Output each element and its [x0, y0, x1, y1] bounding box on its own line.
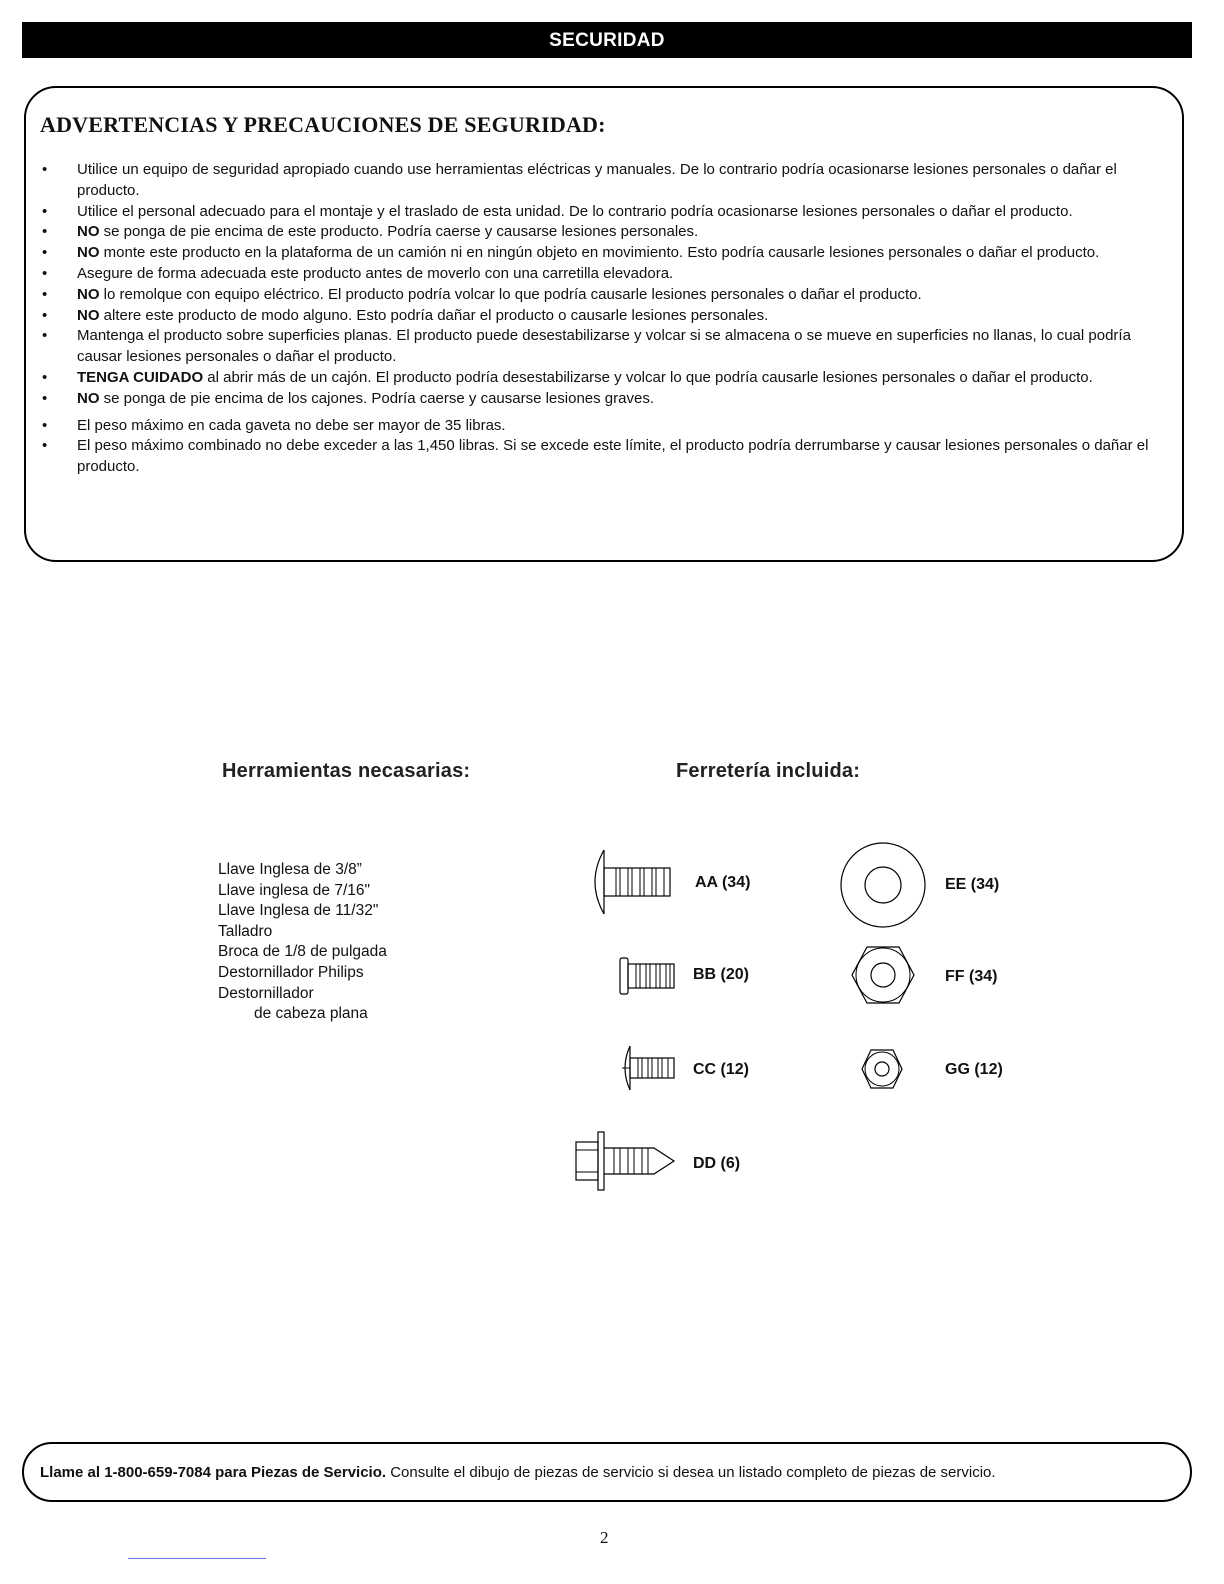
- bullet-icon: •: [42, 223, 48, 241]
- warning-emphasis: TENGA CUIDADO: [77, 368, 204, 386]
- warning-item: [40, 285, 1180, 306]
- warning-item: [40, 160, 1180, 202]
- tools-heading: Herramientas necasarias:: [222, 760, 471, 782]
- bullet-icon: •: [42, 161, 48, 178]
- warning-text: altere este producto de modo alguno. Esto podría dañar el producto o causarle lesiones personales.: [99, 306, 769, 324]
- service-parts-text: [40, 1464, 996, 1481]
- warning-text: Asegure de forma adecuada este producto antes de moverlo con una carretilla elevadora.: [77, 264, 674, 282]
- warning-text: Mantenga el producto sobre superficies planas. El producto puede desestabilizarse y volcar si se almacena o se mueve en superficies no llanas, lo cual podría causar lesiones personales o dañar el producto.: [77, 327, 1131, 366]
- warning-text: se ponga de pie encima de este producto. Podría caerse y causarse lesiones personales.: [99, 223, 699, 241]
- bullet-icon: •: [42, 306, 48, 324]
- warning-text: Utilice un equipo de seguridad apropiado cuando use herramientas eléctricas y manuales. De lo contrario podría ocasionarse lesiones personales o dañar el producto.: [77, 161, 1117, 199]
- warning-text: El peso máximo combinado no debe exceder a las 1,450 libras. Si se excede este límite, el producto podría derrumbarse y causar lesiones personales o dañar el producto.: [77, 437, 1149, 476]
- warning-emphasis: NO: [77, 223, 100, 241]
- warning-item: [40, 389, 1180, 410]
- tool-item: Broca de 1/8 de pulgada: [218, 943, 387, 961]
- bullet-icon: •: [42, 285, 48, 303]
- hardware-label-dd: DD (6): [693, 1155, 741, 1172]
- warning-item: [40, 326, 1180, 368]
- bolt-icon: [618, 956, 678, 996]
- washer-icon: [838, 840, 928, 930]
- bullet-icon: •: [42, 389, 48, 407]
- small-nut-icon: [860, 1048, 904, 1090]
- tool-item: Destornillador Philips: [218, 963, 364, 981]
- warning-item: [40, 202, 1180, 223]
- warning-emphasis: NO: [77, 244, 100, 262]
- warning-text: se ponga de pie encima de los cajones. Podría caerse y causarse lesiones graves.: [99, 389, 654, 407]
- warning-item: [40, 222, 1180, 243]
- service-info-text: Consulte el dibujo de piezas de servicio si desea un listado completo de piezas de servicio.: [386, 1464, 996, 1481]
- bullet-icon: •: [42, 244, 48, 262]
- bullet-icon: •: [42, 202, 48, 220]
- hardware-label-ee: EE (34): [945, 876, 1000, 893]
- warning-item: [40, 436, 1180, 478]
- tool-item: Llave Inglesa de 11/32": [218, 902, 379, 920]
- hex-nut-icon: [850, 944, 916, 1006]
- tool-item: Llave Inglesa de 3/8”: [218, 861, 362, 878]
- service-phone-text: Llame al 1-800-659-7084 para Piezas de Servicio.: [40, 1464, 387, 1481]
- warning-text: lo remolque con equipo eléctrico. El producto podría volcar lo que podría causarle lesiones personales o dañar el producto.: [99, 285, 922, 303]
- bullet-icon: •: [42, 416, 48, 434]
- underline-mark: [128, 1558, 266, 1559]
- hardware-label-cc: CC (12): [693, 1061, 750, 1078]
- warning-item: [40, 243, 1180, 264]
- section-banner: SECURIDAD: [22, 22, 1192, 58]
- tool-item: Destornillador: [218, 984, 314, 1002]
- lag-screw-icon: [574, 1130, 680, 1192]
- hardware-label-gg: GG (12): [945, 1061, 1003, 1078]
- tool-item: de cabeza plana: [254, 1005, 368, 1023]
- bullet-icon: •: [42, 368, 48, 386]
- warning-item: [40, 264, 1180, 285]
- truss-screw-icon: [620, 1044, 678, 1092]
- tools-list: [218, 860, 387, 1025]
- warning-emphasis: NO: [77, 306, 100, 324]
- warning-item: [40, 306, 1180, 327]
- hardware-label-aa: AA (34): [695, 874, 751, 891]
- carriage-bolt-icon: [584, 846, 676, 918]
- warning-text: al abrir más de un cajón. El producto podría desestabilizarse y volcar lo que podría causarle lesiones personales o dañar el producto.: [203, 368, 1093, 386]
- warning-emphasis: NO: [77, 389, 100, 407]
- warnings-list: [40, 160, 1180, 478]
- warning-text: Utilice el personal adecuado para el montaje y el traslado de esta unidad. De lo contrario podría ocasionarse lesiones personales o dañar el producto.: [77, 202, 1073, 220]
- bullet-icon: •: [42, 327, 48, 345]
- page-number: 2: [600, 1528, 609, 1547]
- warnings-title: ADVERTENCIAS Y PRECAUCIONES DE SEGURIDAD:: [40, 112, 606, 137]
- bullet-icon: •: [42, 437, 48, 455]
- warning-item: [40, 416, 1180, 437]
- warning-emphasis: NO: [77, 285, 100, 303]
- warning-text: El peso máximo en cada gaveta no debe ser mayor de 35 libras.: [77, 416, 506, 434]
- warning-text: monte este producto en la plataforma de un camión ni en ningún objeto en movimiento. Esto podría causarle lesiones personales o dañar el producto.: [99, 244, 1100, 262]
- tool-item: Talladro: [218, 922, 273, 940]
- tool-item: Llave inglesa de 7/16": [218, 881, 371, 899]
- warning-item: [40, 368, 1180, 389]
- hardware-label-ff: FF (34): [945, 968, 998, 985]
- hardware-heading: Ferretería incluida:: [676, 760, 861, 782]
- hardware-label-bb: BB (20): [693, 966, 750, 983]
- bullet-icon: •: [42, 264, 48, 282]
